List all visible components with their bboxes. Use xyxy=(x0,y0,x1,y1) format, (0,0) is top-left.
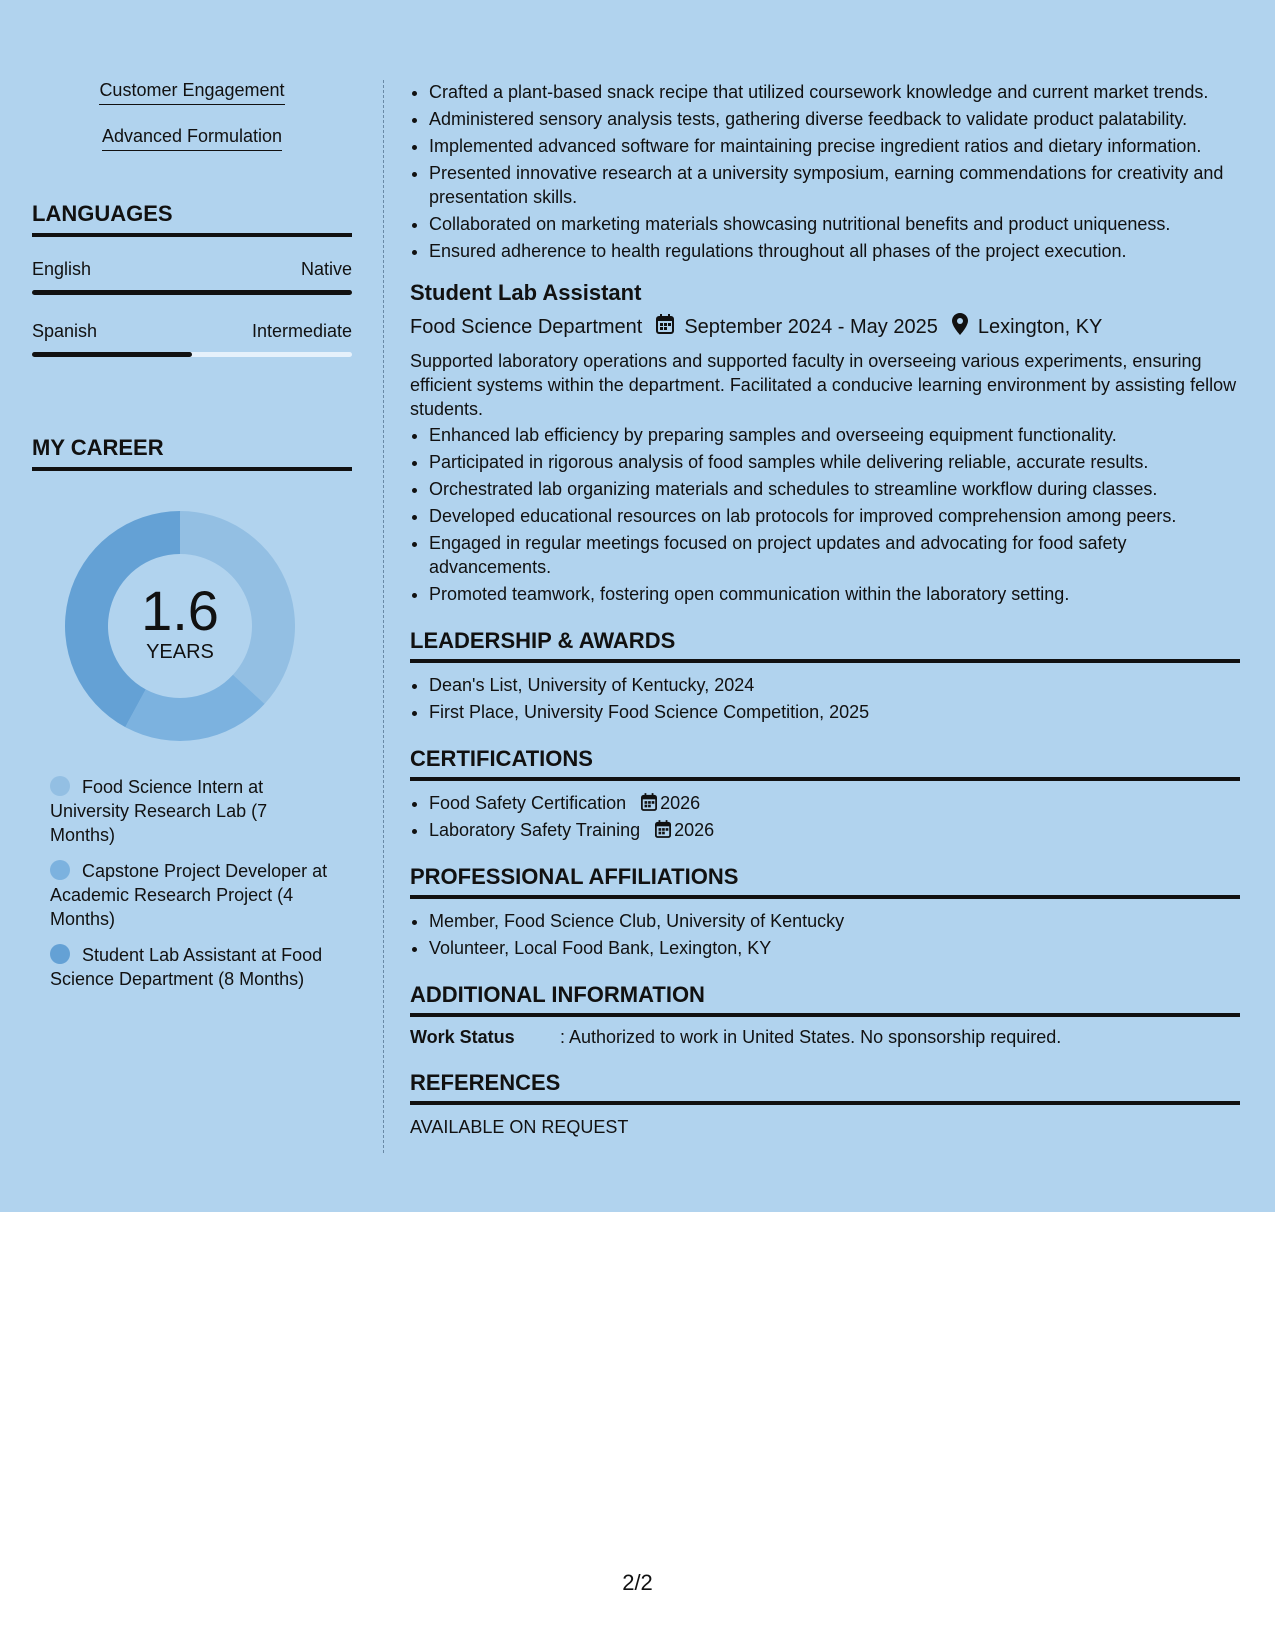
legend-dot xyxy=(50,944,70,964)
certification-date xyxy=(655,820,714,840)
bullet-item: • Presented innovative research at a university symposium, earning commendations for creativity and presentation skills. xyxy=(429,161,1240,209)
certification-name: Laboratory Safety Training xyxy=(429,820,641,840)
work-status-label: Work Status xyxy=(410,1027,515,1047)
legend-dot xyxy=(50,776,70,796)
career-years-unit: YEARS xyxy=(146,641,214,663)
affiliations-heading: PROFESSIONAL AFFILIATIONS xyxy=(410,864,1240,899)
main-content xyxy=(410,80,1240,1138)
career-legend-item xyxy=(50,859,335,931)
career-legend-item xyxy=(50,943,335,991)
bullet-item: • Promoted teamwork, fostering open communication within the laboratory setting. xyxy=(429,582,1240,606)
calendar-icon xyxy=(655,820,671,838)
certification-name: Food Safety Certification xyxy=(429,793,627,813)
affiliations-list xyxy=(410,909,1240,960)
job-description: Supported laboratory operations and supported faculty in overseeing various experiments, ensuring efficient systems within the department. Facilitated a conducive learning environment by assisting fellow students. xyxy=(410,351,1237,419)
language-bar-fill xyxy=(32,290,352,295)
legend-label: Food Science Intern at University Research Lab (7 Months) xyxy=(50,777,268,845)
legend-dot xyxy=(50,860,70,880)
skill-item: Advanced Formulation xyxy=(102,126,282,151)
leadership-list xyxy=(410,673,1240,724)
list-item: • Volunteer, Local Food Bank, Lexington, KY xyxy=(429,936,1240,960)
bullet-item: • Developed educational resources on lab protocols for improved comprehension among peers. xyxy=(429,504,1240,528)
references-text: AVAILABLE ON REQUEST xyxy=(410,1117,629,1137)
legend-label: Student Lab Assistant at Food Science Department (8 Months) xyxy=(50,945,323,989)
language-bar xyxy=(32,352,352,357)
bullet-item: • Ensured adherence to health regulations throughout all phases of the project execution. xyxy=(429,239,1240,263)
page-number: 2/2 xyxy=(622,1570,653,1595)
job-bullets xyxy=(410,423,1240,606)
language-level: Native xyxy=(300,259,352,279)
calendar-icon xyxy=(656,314,674,340)
column-divider xyxy=(383,80,384,1153)
work-status-value: : Authorized to work in United States. No sponsorship required. xyxy=(560,1027,1062,1047)
bullet-item: • Administered sensory analysis tests, gathering diverse feedback to validate product palatability. xyxy=(429,107,1240,131)
leadership-heading: LEADERSHIP & AWARDS xyxy=(410,628,1240,663)
language-name: English xyxy=(32,259,92,279)
job-title: Student Lab Assistant xyxy=(410,280,642,305)
prev-job-bullets xyxy=(410,80,1240,263)
bullet-item: • Orchestrated lab organizing materials and schedules to streamline workflow during classes. xyxy=(429,477,1240,501)
list-item: • First Place, University Food Science Competition, 2025 xyxy=(429,700,1240,724)
job-meta xyxy=(410,313,1240,341)
languages-heading: LANGUAGES xyxy=(32,201,352,237)
language-english xyxy=(32,259,352,295)
calendar-icon xyxy=(641,793,657,811)
career-years-value: 1.6 xyxy=(141,579,219,642)
bullet-item: • Crafted a plant-based snack recipe that utilized coursework knowledge and current market trends. xyxy=(429,80,1240,104)
certification-year: 2026 xyxy=(674,820,715,840)
job-location: Lexington, KY xyxy=(977,315,1103,338)
language-spanish xyxy=(32,321,352,357)
work-status-row xyxy=(410,1027,1240,1048)
career-heading: MY CAREER xyxy=(32,435,352,471)
references-heading: REFERENCES xyxy=(410,1070,1240,1105)
career-legend-item xyxy=(50,775,335,847)
donut-center xyxy=(65,511,295,741)
map-pin-icon xyxy=(952,313,968,341)
language-level: Intermediate xyxy=(251,321,352,341)
legend-label: Capstone Project Developer at Academic Research Project (4 Months) xyxy=(50,861,328,929)
certification-year: 2026 xyxy=(660,793,701,813)
certifications-list xyxy=(410,791,1240,842)
certification-item xyxy=(429,791,1240,815)
skill-item: Customer Engagement xyxy=(99,80,284,105)
certification-item xyxy=(429,818,1240,842)
bullet-item: • Participated in rigorous analysis of food samples while delivering reliable, accurate results. xyxy=(429,450,1240,474)
additional-info-heading: ADDITIONAL INFORMATION xyxy=(410,982,1240,1017)
language-bar-fill xyxy=(32,352,192,357)
language-name: Spanish xyxy=(32,321,98,341)
job-dates: September 2024 - May 2025 xyxy=(684,315,938,338)
list-item: • Member, Food Science Club, University of Kentucky xyxy=(429,909,1240,933)
career-donut-chart xyxy=(65,511,295,741)
certifications-heading: CERTIFICATIONS xyxy=(410,746,1240,781)
bullet-item: • Collaborated on marketing materials showcasing nutritional benefits and product uniqueness. xyxy=(429,212,1240,236)
list-item: • Dean's List, University of Kentucky, 2024 xyxy=(429,673,1240,697)
language-bar xyxy=(32,290,352,295)
bullet-item: • Engaged in regular meetings focused on project updates and advocating for food safety advancements. xyxy=(429,531,1240,579)
bullet-item: • Enhanced lab efficiency by preparing samples and overseeing equipment functionality. xyxy=(429,423,1240,447)
career-legend xyxy=(50,775,335,991)
certification-date xyxy=(641,793,700,813)
job-org: Food Science Department xyxy=(410,315,643,338)
sidebar xyxy=(32,80,352,1003)
bullet-item: • Implemented advanced software for maintaining precise ingredient ratios and dietary information. xyxy=(429,134,1240,158)
